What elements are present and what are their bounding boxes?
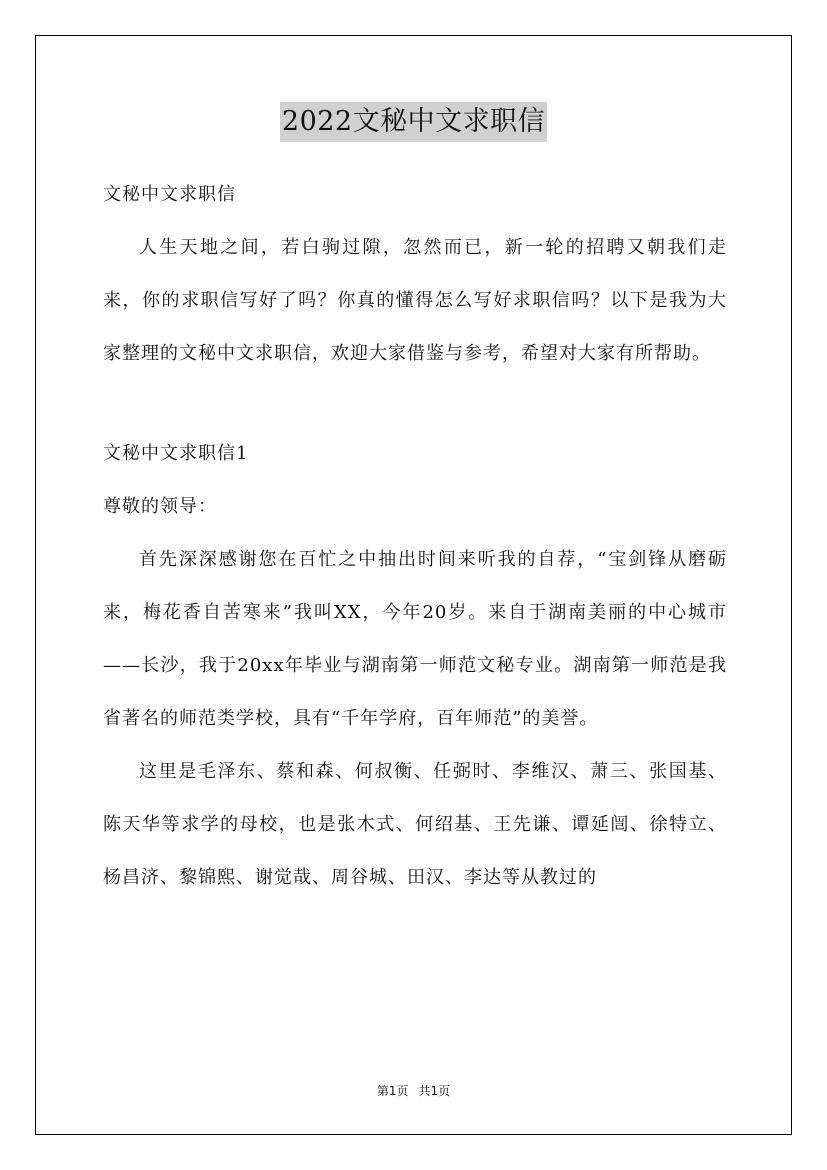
letter-salutation: 尊敬的领导： xyxy=(103,496,217,517)
document-title: 2022文秘中文求职信 xyxy=(280,102,547,142)
letter-paragraph: 首先深深感谢您在百忙之中抽出时间来听我的自荐，“宝剑锋从磨砺来，梅花香自苦寒来”我叫XX，今年20岁。来自于湖南美丽的中心城市——长沙，我于20xx年毕业与湖南第一师范文秘专业。湖南第一师范是我省著名的师范类学校，具有“千年学府，百年师范”的美誉。 xyxy=(103,549,727,729)
letter-heading: 文秘中文求职信1 xyxy=(103,443,249,464)
letter-paragraph: 这里是毛泽东、蔡和森、何叔衡、任弼时、李维汉、萧三、张国基、陈天华等求学的母校，也是张木式、何绍基、王先谦、谭延闿、徐特立、杨昌济、黎锦熙、谢觉哉、周谷城、田汉、李达等从教过的 xyxy=(103,761,727,888)
document-title-wrapper xyxy=(0,102,827,142)
page-number: 第1页 xyxy=(376,1084,409,1098)
page-total: 共1页 xyxy=(418,1084,451,1098)
document-body xyxy=(103,168,727,904)
page-footer xyxy=(0,1083,827,1099)
intro-paragraph: 人生天地之间，若白驹过隙，忽然而已，新一轮的招聘又朝我们走来，你的求职信写好了吗？你真的懂得怎么写好求职信吗？以下是我为大家整理的文秘中文求职信，欢迎大家借鉴与参考，希望对大家有所帮助。 xyxy=(103,237,727,364)
section-heading: 文秘中文求职信 xyxy=(103,184,236,205)
